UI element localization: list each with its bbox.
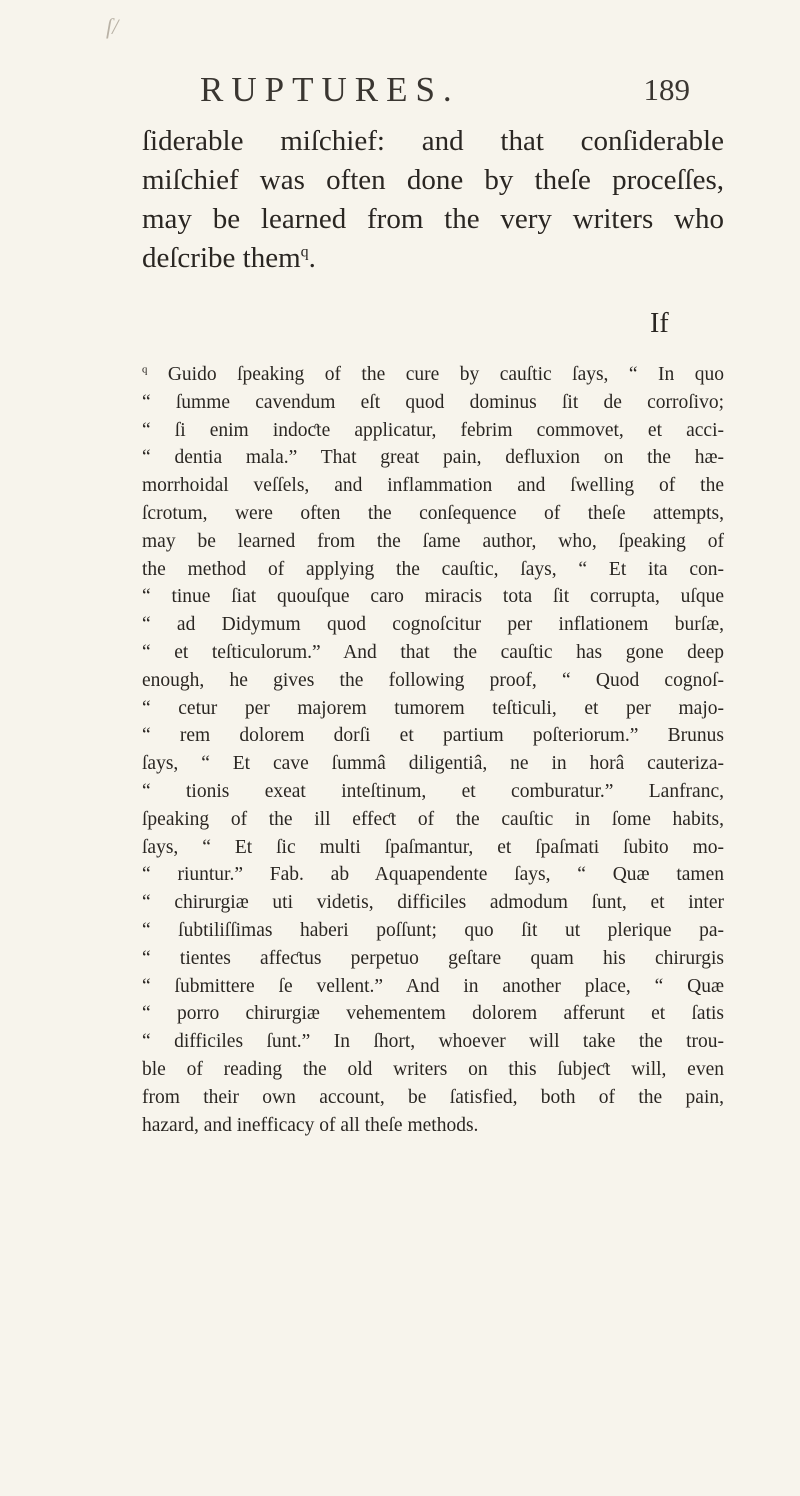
footnote-line-text: Guido ſpeaking of the cure by cauſtic ſays, “ In quo bbox=[167, 364, 725, 385]
main-text-line: ſiderable miſchief: and that conſiderable bbox=[142, 125, 724, 157]
footnote-line: “ cetur per majorem tumorem teſticuli, et per majo- bbox=[142, 697, 724, 719]
footnote-line: ſcrotum, were often the conſequence of theſe attempts, bbox=[142, 502, 724, 524]
footnote-line: the method of applying the cauſtic, ſays, “ Et ita con- bbox=[142, 558, 724, 580]
footnote-line: “ ſumme cavendum eſt quod dominus ſit de corroſivo; bbox=[142, 391, 724, 413]
main-text-line: miſchief was often done by theſe proceſſes, bbox=[142, 164, 724, 196]
footnote-line: hazard, and inefficacy of all theſe methods. bbox=[142, 1114, 479, 1136]
footnote-line: “ tientes affeƈtus perpetuo geſtare quam his chirurgis bbox=[142, 947, 724, 969]
footnote-line: “ difficiles ſunt.” In ſhort, whoever will take the trou- bbox=[142, 1031, 724, 1053]
footnote-line: “ dentia mala.” That great pain, defluxion on the hæ- bbox=[142, 447, 724, 469]
running-head: RUPTURES. bbox=[200, 70, 460, 109]
main-text-line-words: deſcribe them bbox=[142, 242, 301, 274]
footnote bbox=[142, 361, 724, 1139]
main-text-line: may be learned from the very writers who bbox=[142, 203, 724, 235]
footnote-line: enough, he gives the following proof, “ Quod cognoſ- bbox=[142, 669, 724, 691]
footnote-line: “ et teſticulorum.” And that the cauſtic has gone deep bbox=[142, 641, 724, 663]
footnote-line: “ ſubtiliſſimas haberi poſſunt; quo ſit ut plerique pa- bbox=[142, 919, 724, 941]
sentence-period: . bbox=[308, 242, 316, 274]
catchword: If bbox=[650, 308, 669, 339]
footnote-line: “ rem dolorem dorſi et partium poſteriorum.” Brunus bbox=[142, 725, 724, 747]
footnote-marker: q bbox=[142, 363, 148, 376]
footnote-line: “ tionis exeat inteſtinum, et comburatur.” Lanfranc, bbox=[142, 780, 724, 802]
footnote-reference: q bbox=[300, 243, 309, 261]
footnote-line: may be learned from the ſame author, who, ſpeaking of bbox=[142, 530, 724, 552]
footnote-line: from their own account, be ſatisfied, both of the pain, bbox=[142, 1086, 724, 1108]
footnote-line: ſpeaking of the ill effeƈt of the cauſtic in ſome habits, bbox=[142, 808, 724, 830]
top-mark: ſ/ bbox=[106, 14, 119, 39]
main-text-line bbox=[142, 239, 724, 278]
footnote-line: “ ad Didymum quod cognoſcitur per inflationem burſæ, bbox=[142, 614, 724, 636]
footnote-line: ble of reading the old writers on this ſubjeƈt will, even bbox=[142, 1058, 724, 1080]
footnote-line: ſays, “ Et cave ſummâ diligentiâ, ne in horâ cauteriza- bbox=[142, 753, 724, 775]
footnote-line: “ ſi enim indoƈte applicatur, febrim commovet, et acci- bbox=[142, 419, 724, 441]
main-text bbox=[142, 122, 724, 278]
footnote-line: “ tinue ſiat quouſque caro miracis tota ſit corrupta, uſque bbox=[142, 586, 724, 608]
footnote-line bbox=[142, 361, 724, 389]
page-number: 189 bbox=[643, 72, 690, 107]
page-header bbox=[200, 70, 690, 110]
footnote-line: “ porro chirurgiæ vehementem dolorem afferunt et ſatis bbox=[142, 1003, 724, 1025]
footnote-line: morrhoidal veſſels, and inflammation and ſwelling of the bbox=[142, 475, 724, 497]
footnote-line: “ chirurgiæ uti videtis, difficiles admodum ſunt, et inter bbox=[142, 892, 724, 914]
footnote-line: ſays, “ Et ſic multi ſpaſmantur, et ſpaſmati ſubito mo- bbox=[142, 836, 724, 858]
footnote-line: “ riuntur.” Fab. ab Aquapendente ſays, “ Quæ tamen bbox=[142, 864, 724, 886]
footnote-line: “ ſubmittere ſe vellent.” And in another place, “ Quæ bbox=[142, 975, 724, 997]
